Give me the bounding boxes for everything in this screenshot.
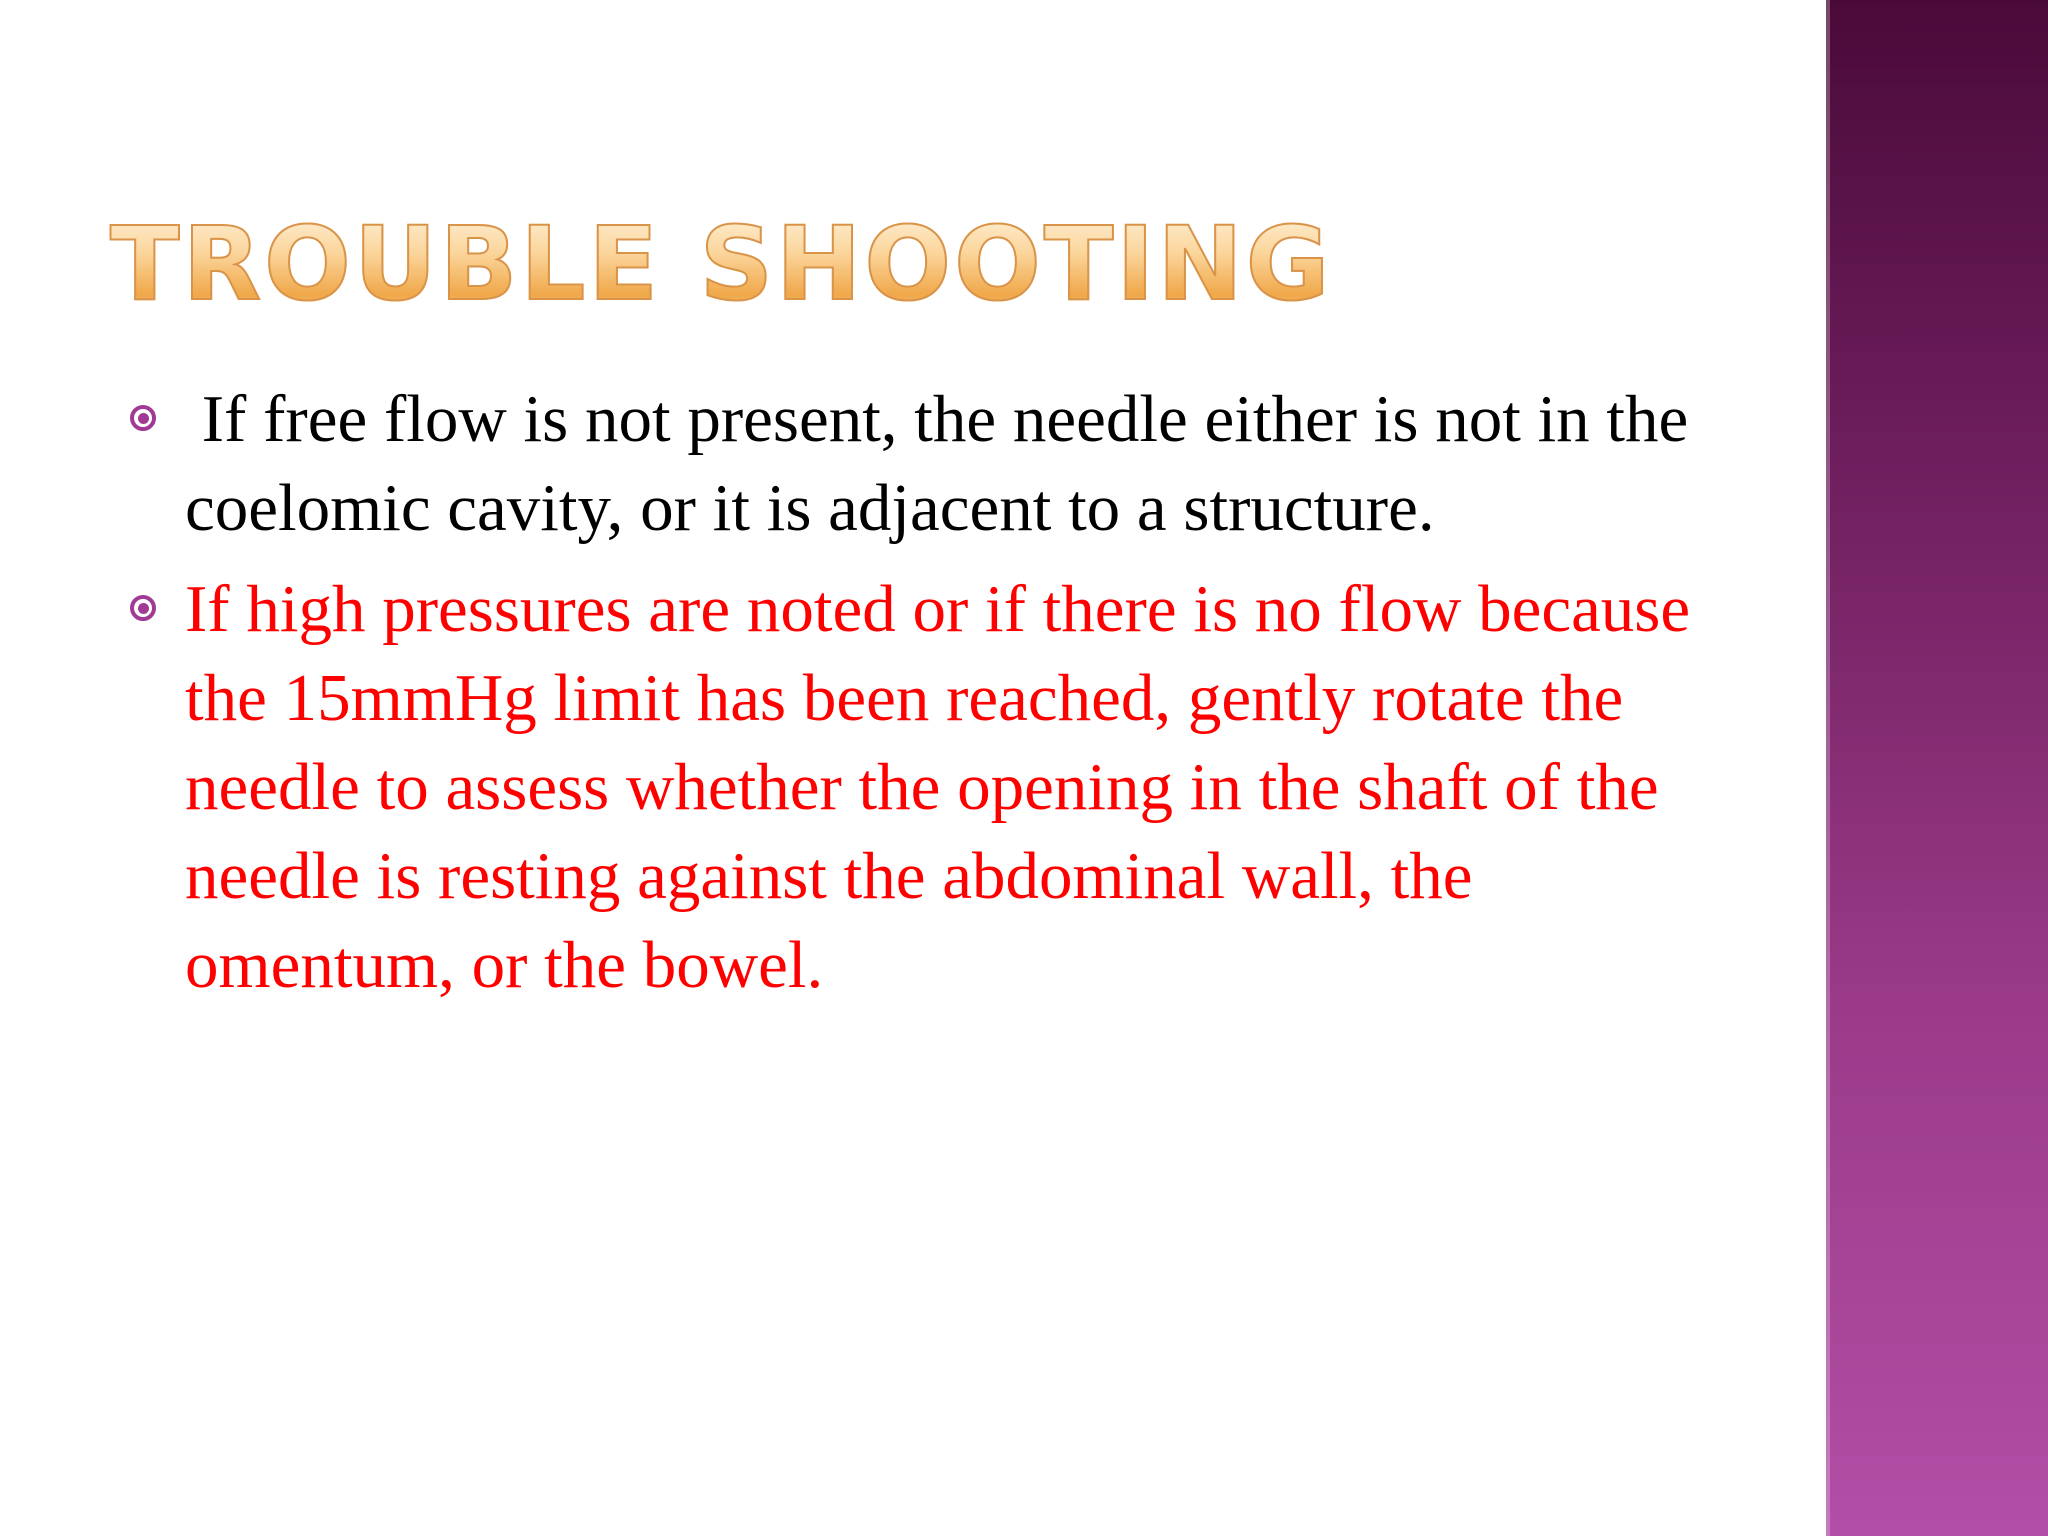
radio-bullet-icon (130, 405, 156, 431)
radio-bullet-icon (130, 595, 156, 621)
bullet-item-free-flow (130, 375, 1720, 553)
bullet-item-high-pressure (130, 565, 1720, 1010)
decorative-side-bar (1826, 0, 2048, 1536)
bullet-text: If free flow is not present, the needle either is not in the coelomic cavity, or it is adjacent to a structure. (185, 382, 1706, 545)
slide-title: TROUBLE SHOOTING (110, 205, 1333, 324)
bullet-list (130, 375, 1720, 1022)
bullet-text: If high pressures are noted or if there is no flow because the 15mmHg limit has been reached, gently rotate the needle to assess whether the opening in the shaft of the needle is resting against the abdominal wall, the omentum, or the bowel. (185, 572, 1691, 1002)
